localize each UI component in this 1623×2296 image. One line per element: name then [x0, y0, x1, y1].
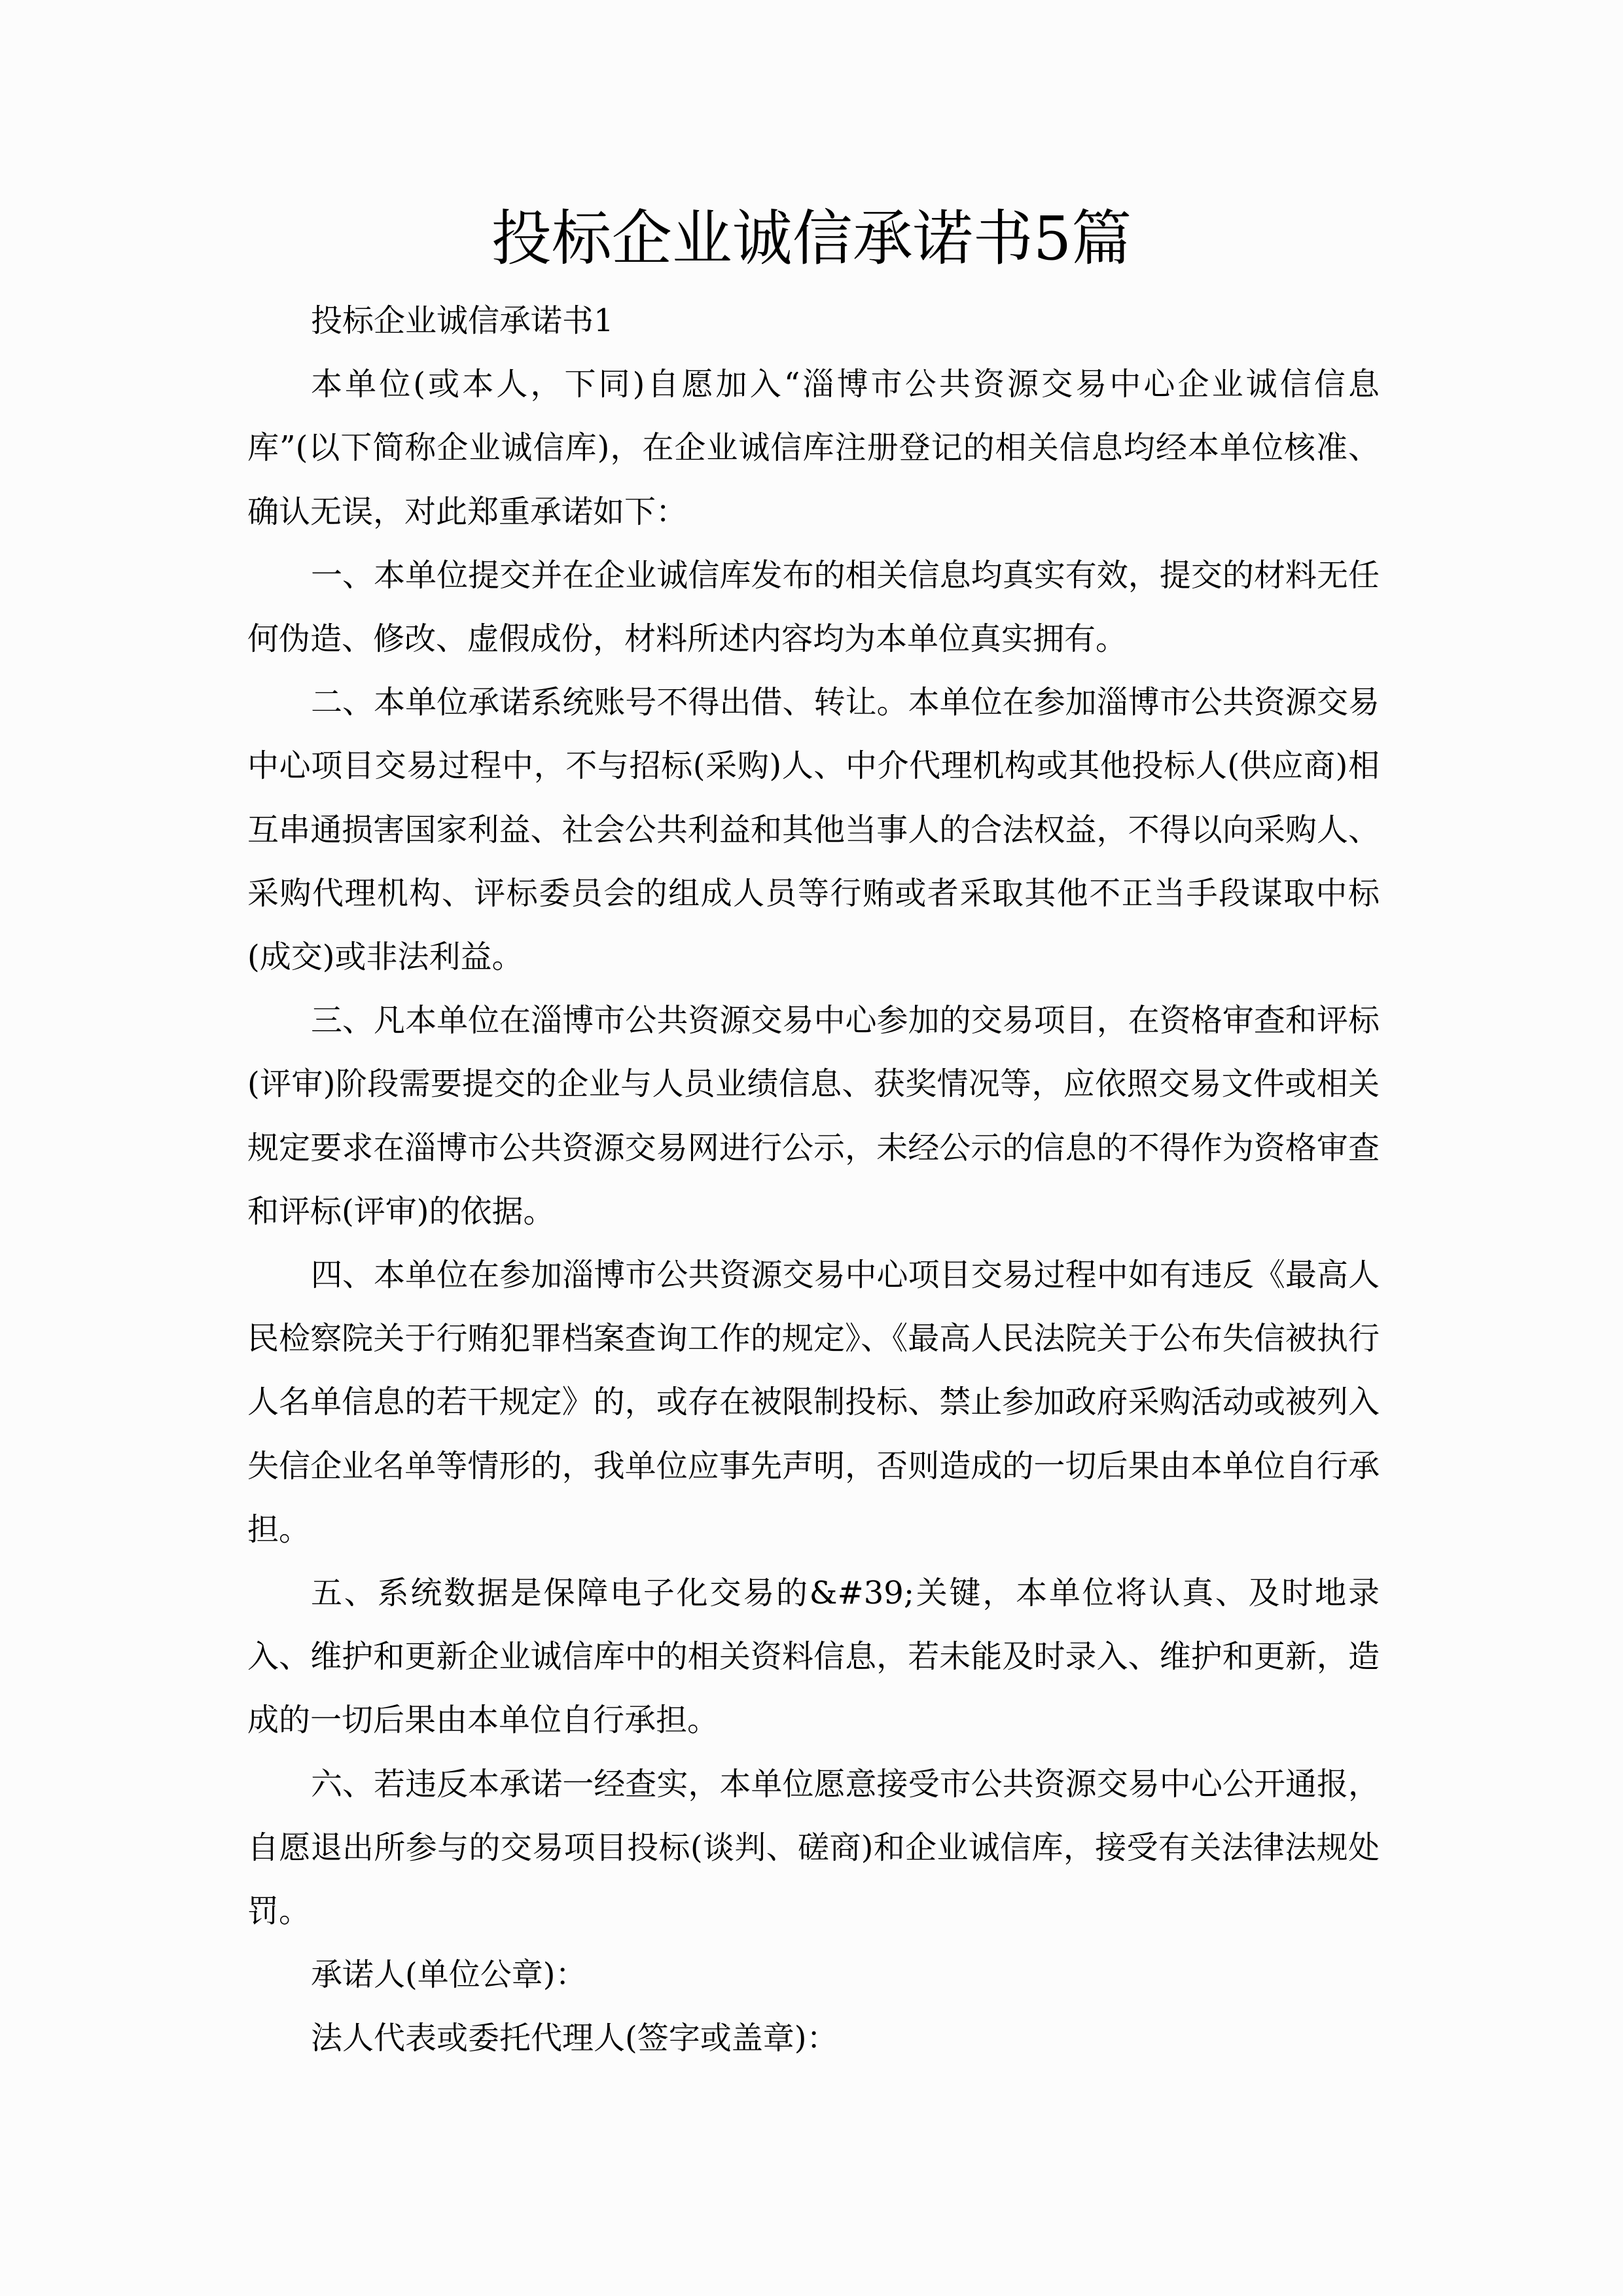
- paragraph-clause-2: 二、本单位承诺系统账号不得出借、转让。本单位在参加淄博市公共资源交易中心项目交易过程中，不与招标(采购)人、中介代理机构或其他投标人(供应商)相互串通损害国家利益、社会公共利益和其他当事人的合法权益，不得以向采购人、采购代理机构、评标委员会的组成人员等行贿或者采取其他不正当手段谋取中标(成交)或非法利益。: [247, 684, 1380, 976]
- document-body: [247, 289, 1380, 2071]
- section-heading: 投标企业诚信承诺书1: [311, 302, 614, 339]
- paragraph-clause-4: 四、本单位在参加淄博市公共资源交易中心项目交易过程中如有违反《最高人民检察院关于行贿犯罪档案查询工作的规定》、《最高人民法院关于公布失信被执行人名单信息的若干规定》的，或存在被限制投标、禁止参加政府采购活动或被列入失信企业名单等情形的，我单位应事先声明，否则造成的一切后果由本单位自行承担。: [247, 1257, 1380, 1548]
- paragraph-clause-6: 六、若违反本承诺一经查实，本单位愿意接受市公共资源交易中心公开通报，自愿退出所参与的交易项目投标(谈判、磋商)和企业诚信库，接受有关法律法规处罚。: [247, 1765, 1380, 1930]
- document-title: 投标企业诚信承诺书5篇: [491, 204, 1132, 274]
- paragraph-clause-1: 一、本单位提交并在企业诚信库发布的相关信息均真实有效，提交的材料无任何伪造、修改、虚假成份，材料所述内容均为本单位真实拥有。: [247, 556, 1380, 658]
- paragraph-intro: 本单位(或本人，下同)自愿加入“淄博市公共资源交易中心企业诚信信息库”(以下简称企业诚信库)，在企业诚信库注册登记的相关信息均经本单位核准、确认无误，对此郑重承诺如下：: [247, 366, 1380, 530]
- signature-line-company-seal: 承诺人(单位公章)：: [311, 1956, 587, 1994]
- signature-line-legal-representative: 法人代表或委托代理人(签字或盖章)：: [311, 2020, 838, 2057]
- paragraph-clause-5: 五、系统数据是保障电子化交易的&#39;关键，本单位将认真、及时地录入、维护和更新企业诚信库中的相关资料信息，若未能及时录入、维护和更新，造成的一切后果由本单位自行承担。: [247, 1575, 1380, 1739]
- paragraph-clause-3: 三、凡本单位在淄博市公共资源交易中心参加的交易项目，在资格审查和评标(评审)阶段需要提交的企业与人员业绩信息、获奖情况等，应依照交易文件或相关规定要求在淄博市公共资源交易网进行公示，未经公示的信息的不得作为资格审查和评标(评审)的依据。: [247, 1002, 1380, 1230]
